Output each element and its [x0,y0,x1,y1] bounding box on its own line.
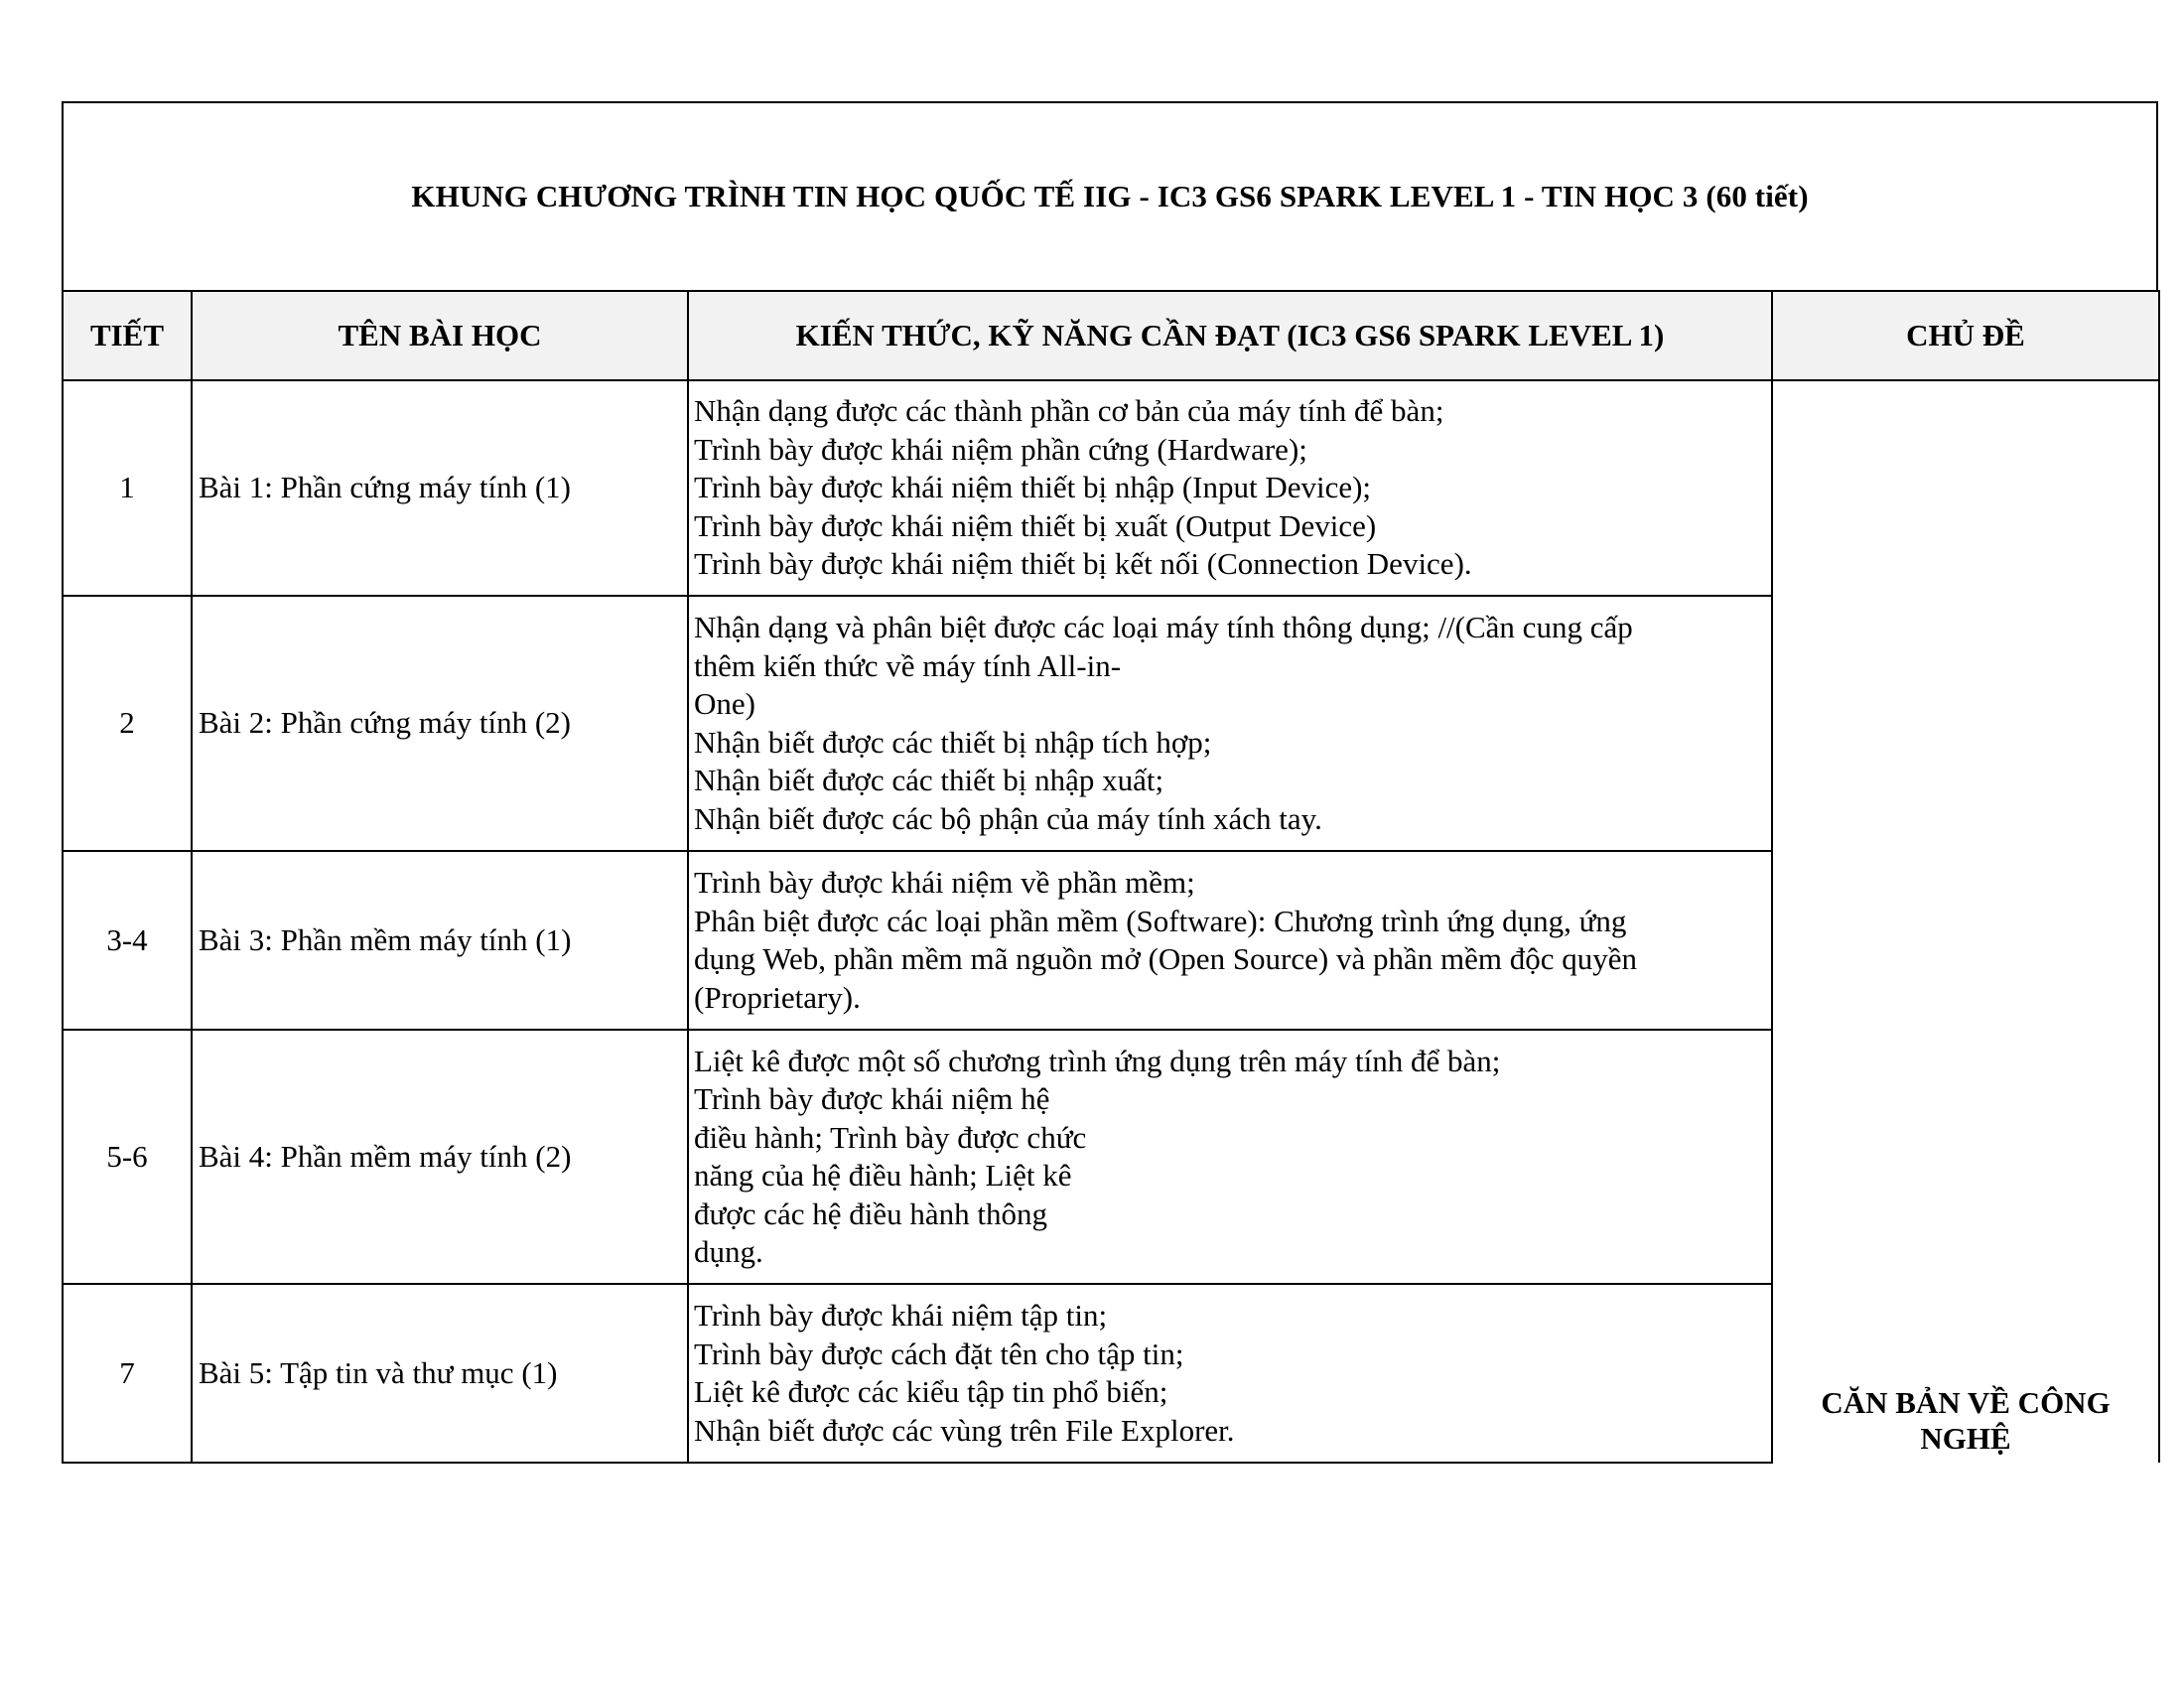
knowledge-line: Trình bày được cách đặt tên cho tập tin; [694,1336,1184,1371]
table-row [63,380,2159,596]
knowledge-line: dụng Web, phần mềm mã nguồn mở (Open Source) và phần mềm độc quyền [694,941,1637,976]
knowledge-line: Trình bày được khái niệm thiết bị kết nối (Connection Device). [694,546,1472,582]
knowledge-line: Phân biệt được các loại phần mềm (Software): Chương trình ứng dụng, ứng [694,903,1627,938]
knowledge-line: được các hệ điều hành thông [694,1196,1047,1231]
period-cell: 3-4 [63,851,192,1030]
header-period: TIẾT [63,291,192,380]
knowledge-line: Trình bày được khái niệm tập tin; [694,1298,1108,1333]
knowledge-line: Trình bày được khái niệm thiết bị xuất (Output Device) [694,507,1377,543]
knowledge-line: Liệt kê được các kiểu tập tin phổ biến; [694,1374,1168,1409]
knowledge-line: dụng. [694,1234,763,1269]
knowledge-line: (Proprietary). [694,979,861,1015]
knowledge-line: Trình bày được khái niệm về phần mềm; [694,865,1195,900]
knowledge-line: Nhận biết được các thiết bị nhập xuất; [694,763,1164,797]
knowledge-line: Nhận dạng được các thành phần cơ bản của máy tính để bàn; [694,393,1444,429]
header-row [63,291,2159,380]
knowledge-line: Nhận dạng và phân biệt được các loại máy tính thông dụng; //(Cần cung cấp [694,610,1633,644]
knowledge-cell [688,1030,1772,1284]
knowledge-line: Trình bày được khái niệm hệ [694,1081,1050,1116]
period-cell: 1 [63,380,192,596]
lesson-cell: Bài 5: Tập tin và thư mục (1) [192,1284,688,1463]
knowledge-line: thêm kiến thức về máy tính All-in- [694,647,1122,683]
header-knowledge: KIẾN THỨC, KỸ NĂNG CẦN ĐẠT (IC3 GS6 SPARK LEVEL 1) [688,291,1772,380]
knowledge-line: Nhận biết được các bộ phận của máy tính xách tay. [694,800,1322,836]
knowledge-cell [688,1284,1772,1463]
header-lesson: TÊN BÀI HỌC [192,291,688,380]
lesson-cell: Bài 1: Phần cứng máy tính (1) [192,380,688,596]
topic-cell: CĂN BẢN VỀ CÔNG NGHỆ [1772,380,2159,1463]
title-box [62,101,2158,290]
knowledge-line: năng của hệ điều hành; Liệt kê [694,1158,1072,1193]
lesson-cell: Bài 3: Phần mềm máy tính (1) [192,851,688,1030]
knowledge-cell [688,380,1772,596]
knowledge-line: Trình bày được khái niệm thiết bị nhập (Input Device); [694,470,1372,505]
period-cell: 7 [63,1284,192,1463]
knowledge-line: Nhận biết được các vùng trên File Explorer. [694,1412,1235,1448]
knowledge-line: Nhận biết được các thiết bị nhập tích hợp; [694,724,1212,760]
period-cell: 5-6 [63,1030,192,1284]
knowledge-line: Trình bày được khái niệm phần cứng (Hardware); [694,431,1307,467]
knowledge-cell [688,596,1772,851]
lesson-cell: Bài 2: Phần cứng máy tính (2) [192,596,688,851]
header-topic: CHỦ ĐỀ [1772,291,2159,380]
knowledge-line: điều hành; Trình bày được chức [694,1119,1087,1155]
curriculum-document [62,101,2158,1464]
curriculum-table [62,290,2160,1464]
knowledge-line: One) [694,686,755,721]
lesson-cell: Bài 4: Phần mềm máy tính (2) [192,1030,688,1284]
period-cell: 2 [63,596,192,851]
knowledge-line: Liệt kê được một số chương trình ứng dụng trên máy tính để bàn; [694,1043,1501,1078]
knowledge-cell [688,851,1772,1030]
document-title: KHUNG CHƯƠNG TRÌNH TIN HỌC QUỐC TẾ IIG - IC3 GS6 SPARK LEVEL 1 - TIN HỌC 3 (60 tiết) [411,179,1809,213]
